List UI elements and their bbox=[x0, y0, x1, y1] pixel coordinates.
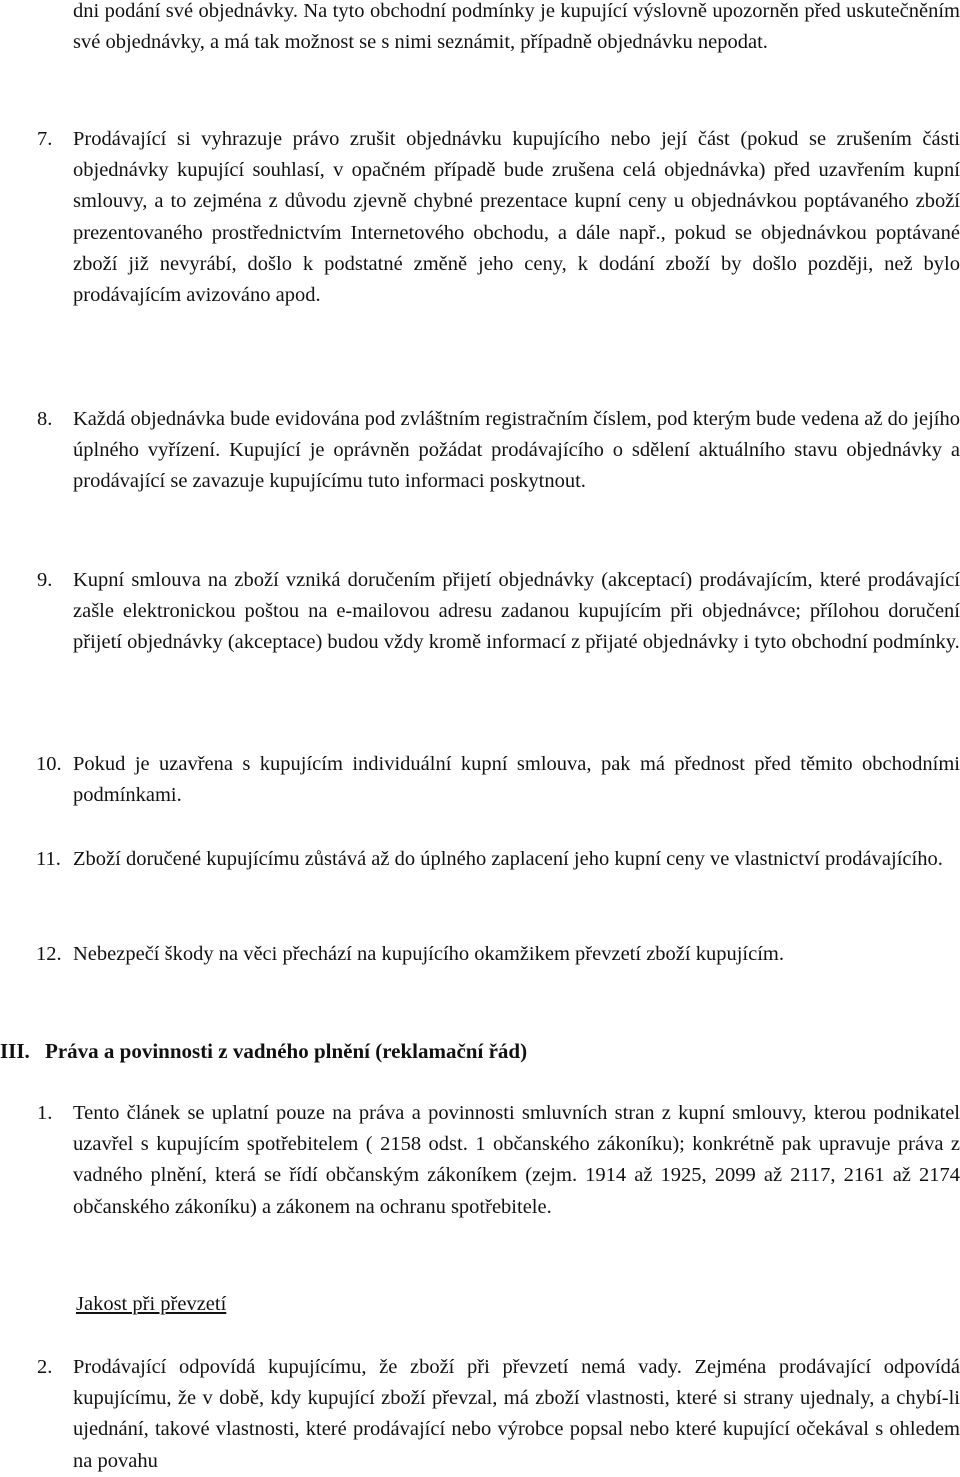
list-item-number: 7. bbox=[37, 128, 53, 150]
list-item-11 bbox=[36, 844, 960, 875]
list-item-text: Prodávající odpovídá kupujícímu, že zboží při převzetí nemá vady. Zejména prodávající odpovídá kupujícímu, že v době, kdy kupující zboží převzal, má zboží vlastnosti, které si strany ujednaly, a chybí-li ujednání, takové vlastnosti, které prodávající nebo výrobce popsal nebo které kupující očekával s ohledem na povahu bbox=[73, 1356, 960, 1472]
subheading-text: Jakost při převzetí bbox=[76, 1293, 227, 1315]
list-item-number: 10. bbox=[36, 753, 62, 775]
list-item-1 bbox=[37, 1098, 960, 1223]
list-item-12 bbox=[36, 939, 960, 970]
list-item-2 bbox=[37, 1352, 960, 1477]
list-item-text: Kupní smlouva na zboží vzniká doručením přijetí objednávky (akceptací) prodávajícím, které prodávající zašle elektronickou poštou na e-mailovou adresu zadanou kupujícím při objednávce; přílohou doručení přijetí objednávky (akceptace) budou vždy kromě informací z přijaté objednávky i tyto obchodní podmínky. bbox=[73, 569, 960, 654]
subheading-quality bbox=[76, 1289, 226, 1320]
list-item-8 bbox=[37, 404, 960, 498]
section-heading bbox=[0, 1036, 527, 1067]
list-item-text: Prodávající si vyhrazuje právo zrušit objednávku kupujícího nebo její část (pokud se zrušením části objednávky kupující souhlasí, v opačném případě bude zrušena celá objednávka) před uzavřením kupní smlouvy, a to zejména z důvodu zjevně chybné prezentace kupní ceny u objednávkou poptávaného zboží prezentovaného prostřednictvím Internetového obchodu, a dále např., pokud se objednávkou poptávané zboží již nevyrábí, došlo k podstatné změně jeho ceny, k dodání zboží by došlo později, než bylo prodávajícím avizováno apod. bbox=[73, 128, 960, 307]
intro-paragraph bbox=[73, 0, 960, 58]
list-item-number: 9. bbox=[37, 569, 53, 591]
list-item-text: Tento článek se uplatní pouze na práva a povinnosti smluvních stran z kupní smlouvy, kterou podnikatel uzavřel s kupujícím spotřebitelem ( 2158 odst. 1 občanského zákoníku); konkrétně pak upravuje práva z vadného plnění, která se řídí občanským zákoníkem (zejm. 1914 až 1925, 2099 až 2117, 2161 až 2174 občanského zákoníku) a zákonem na ochranu spotřebitele. bbox=[73, 1102, 960, 1218]
list-item-9 bbox=[37, 565, 960, 659]
list-item-text: Nebezpečí škody na věci přechází na kupujícího okamžikem převzetí zboží kupujícím. bbox=[73, 943, 784, 965]
section-title: Práva a povinnosti z vadného plnění (reklamační řád) bbox=[45, 1039, 528, 1063]
list-item-number: 2. bbox=[37, 1356, 53, 1378]
list-item-number: 12. bbox=[36, 943, 62, 965]
list-item-text: Zboží doručené kupujícímu zůstává až do úplného zaplacení jeho kupní ceny ve vlastnictví prodávajícího. bbox=[73, 848, 943, 870]
list-item-number: 8. bbox=[37, 408, 53, 430]
list-item-text: Pokud je uzavřena s kupujícím individuální kupní smlouva, pak má přednost před těmito obchodními podmínkami. bbox=[73, 753, 960, 807]
section-number: III. bbox=[0, 1039, 30, 1063]
intro-text: dni podání své objednávky. Na tyto obchodní podmínky je kupující výslovně upozorněn před uskutečněním své objednávky, a má tak možnost se s nimi seznámit, případně objednávku nepodat. bbox=[73, 0, 960, 54]
list-item-10 bbox=[36, 749, 960, 811]
list-item-7 bbox=[37, 124, 960, 311]
list-item-number: 11. bbox=[36, 848, 61, 870]
list-item-number: 1. bbox=[37, 1102, 53, 1124]
list-item-text: Každá objednávka bude evidována pod zvláštním registračním číslem, pod kterým bude vedena až do jejího úplného vyřízení. Kupující je oprávněn požádat prodávajícího o sdělení aktuálního stavu objednávky a prodávající se zavazuje kupujícímu tuto informaci poskytnout. bbox=[73, 408, 960, 493]
